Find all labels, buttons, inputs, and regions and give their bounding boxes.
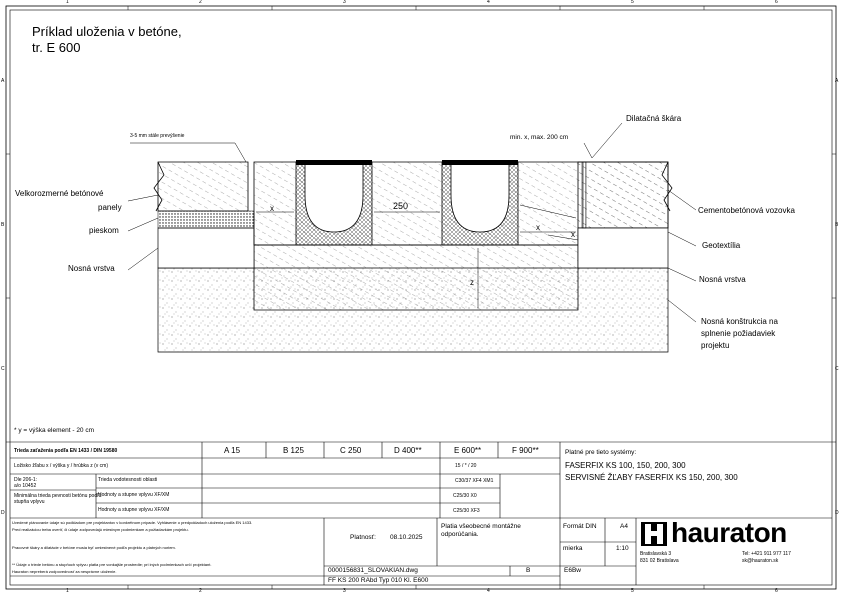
- grid-col-5-bottom: 5: [631, 588, 634, 594]
- row2-left: Ložisko žľabu x / výška y / hrúbka z (v cm): [14, 463, 108, 469]
- revision: B: [526, 567, 531, 574]
- systems-line-1: FASERFIX KS 100, 150, 200, 300: [565, 461, 686, 470]
- grate-1: [296, 160, 372, 165]
- label-konstrukcia-1: Nosná konštrukcia na: [701, 317, 778, 326]
- dim-x-2: x: [536, 223, 540, 232]
- class-f900: F 900**: [512, 446, 539, 455]
- grid-col-1: 1: [66, 0, 69, 5]
- label-konstrukcia-2: splnenie požiadaviek: [701, 329, 776, 338]
- class-a15: A 15: [224, 446, 241, 455]
- grid-col-1-bottom: 1: [66, 588, 69, 594]
- company-addr-2: 831 02 Bratislava: [640, 558, 679, 564]
- expansion-joint: [582, 162, 586, 228]
- row3a-left: Dle 206-1:: [14, 477, 38, 483]
- format-label: Formát DIN: [563, 523, 597, 530]
- label-min-max: min. x, max. 200 cm: [510, 134, 569, 141]
- drawing-code: E6Bw: [564, 567, 581, 574]
- label-geotextilia: Geotextília: [702, 241, 741, 250]
- grid-row-b-right: B: [835, 222, 839, 228]
- dim-z: z: [470, 278, 474, 287]
- sub-row-1-value: C30/37 XF4 XM1: [455, 478, 494, 484]
- grid-col-6-bottom: 6: [775, 588, 778, 594]
- grid-row-b: B: [1, 222, 5, 228]
- sub-row-2-value: C25/30 X0: [453, 493, 477, 499]
- row3b-left2: stupňa vplyvu: [14, 499, 45, 505]
- file-name: 0000156831_SLOVAKIAN.dwg: [328, 567, 418, 574]
- grid-col-4-bottom: 4: [487, 588, 490, 594]
- right-concrete-road: [578, 162, 668, 228]
- grid-col-2-bottom: 2: [199, 588, 202, 594]
- class-e600: E 600**: [454, 446, 482, 455]
- note-1: Uvedené plánovanie údaje sú podkladom pre projektantov v konkrétnom prípade. Vyhlásenie o predpokladoch uloženia podľa EN 1433.: [12, 520, 253, 525]
- company-email: sk@hauraton.sk: [742, 558, 779, 564]
- dim-250: 250: [393, 201, 409, 211]
- class-b125: B 125: [283, 446, 304, 455]
- grid-row-a-right: A: [835, 78, 839, 84]
- sub-row-2-label: Hodnoty a stupne vplyvu XF/XM: [98, 492, 170, 498]
- label-nosna-left: Nosná vrstva: [68, 264, 115, 273]
- note-3: Pracovné škáry a dilatácie v betóne musia byť umiestnené podľa projektu a platných noriem.: [12, 545, 176, 550]
- systems-title: Platné pre tieto systémy:: [565, 449, 637, 456]
- grid-col-4: 4: [487, 0, 490, 5]
- systems-line-2: SERVISNÉ ŽĽABY FASERFIX KS 150, 200, 300: [565, 473, 738, 482]
- mierka-value: 1:10: [616, 545, 629, 552]
- grid-row-c-right: C: [835, 366, 839, 372]
- drawing-number-title: FF KS 200 RAbd Typ 010 Kl. E600: [328, 577, 429, 584]
- note-2: Pred realizáciou treba overiť, či údaje zodpovedajú miestnym podmienkam a požiadavkám projektu.: [12, 527, 189, 532]
- label-pieskom: pieskom: [89, 226, 119, 235]
- platba-note: Platia všeobecné montážne odporúčania.: [441, 523, 521, 539]
- grid-row-d: D: [1, 510, 5, 516]
- note-5: Hauraton nepreberá zodpovednosť za nesprávne uloženie.: [12, 569, 117, 574]
- platnost-label: Platnosť:: [350, 534, 376, 541]
- grid-col-5: 5: [631, 0, 634, 5]
- label-konstrukcia-3: projektu: [701, 341, 730, 350]
- format-value: A4: [620, 523, 628, 530]
- grid-col-6: 6: [775, 0, 778, 5]
- drawing-title-line1: Príklad uloženia v betóne,: [32, 24, 182, 39]
- left-concrete-panel: [158, 162, 248, 211]
- drawing-title-line2: tr. E 600: [32, 40, 81, 55]
- table-header-left: Trieda zaťaženia podľa EN 1433 / DIN 19580: [14, 448, 118, 454]
- grid-col-2: 2: [199, 0, 202, 5]
- company-addr-1: Bratislavská 3: [640, 551, 672, 557]
- mierka-label: mierka: [563, 545, 583, 552]
- right-base-layer: [578, 228, 668, 268]
- footnote-height: * y = výška element - 20 cm: [14, 427, 95, 434]
- concrete-bed: [254, 245, 578, 310]
- label-dilatacna: Dilatačná škára: [626, 114, 682, 123]
- label-prevysenie: 3-5 mm stále prevýšenie: [130, 133, 185, 139]
- row2-value: 15 / * / 20: [455, 463, 477, 469]
- grate-2: [442, 160, 518, 165]
- label-panely-2: panely: [98, 203, 122, 212]
- note-4: ** Údaje o triede betónu a stupňoch vplyvu platia pre vonkajšie prostredie; pri iných podmienkach určí projektant.: [12, 562, 212, 567]
- grid-col-3-bottom: 3: [343, 588, 346, 594]
- grid-col-3: 3: [343, 0, 346, 5]
- class-d400: D 400**: [394, 446, 422, 455]
- label-panely-1: Velkorozmerné betónové: [15, 189, 104, 198]
- sub-row-3-label: Hodnoty a stupne vplyvu XF/XM: [98, 507, 170, 513]
- row3a-left2: a/o 10452: [14, 483, 37, 489]
- company-logo-text: hauraton: [671, 517, 787, 548]
- company-tel: Tel: +421 911 977 117: [742, 551, 791, 557]
- grid-row-c: C: [1, 366, 5, 372]
- dim-x-3: x: [571, 230, 575, 239]
- sub-row-1-label: Trieda vodotesnosti oblasti: [98, 477, 158, 483]
- platnost-value: 08.10.2025: [390, 534, 423, 541]
- left-base-layer: [158, 228, 254, 268]
- label-nosna-right: Nosná vrstva: [699, 275, 746, 284]
- sand-layer: [158, 211, 254, 228]
- row3b-left: Minimálna trieda pevnosti betónu podľa: [14, 493, 102, 499]
- class-c250: C 250: [340, 446, 362, 455]
- grid-row-d-right: D: [835, 510, 839, 516]
- label-cementobeton: Cementobetónová vozovka: [698, 206, 795, 215]
- sub-row-3-value: C25/30 XF3: [453, 508, 480, 514]
- dim-x-1: x: [270, 204, 274, 213]
- grid-row-a: A: [1, 78, 5, 84]
